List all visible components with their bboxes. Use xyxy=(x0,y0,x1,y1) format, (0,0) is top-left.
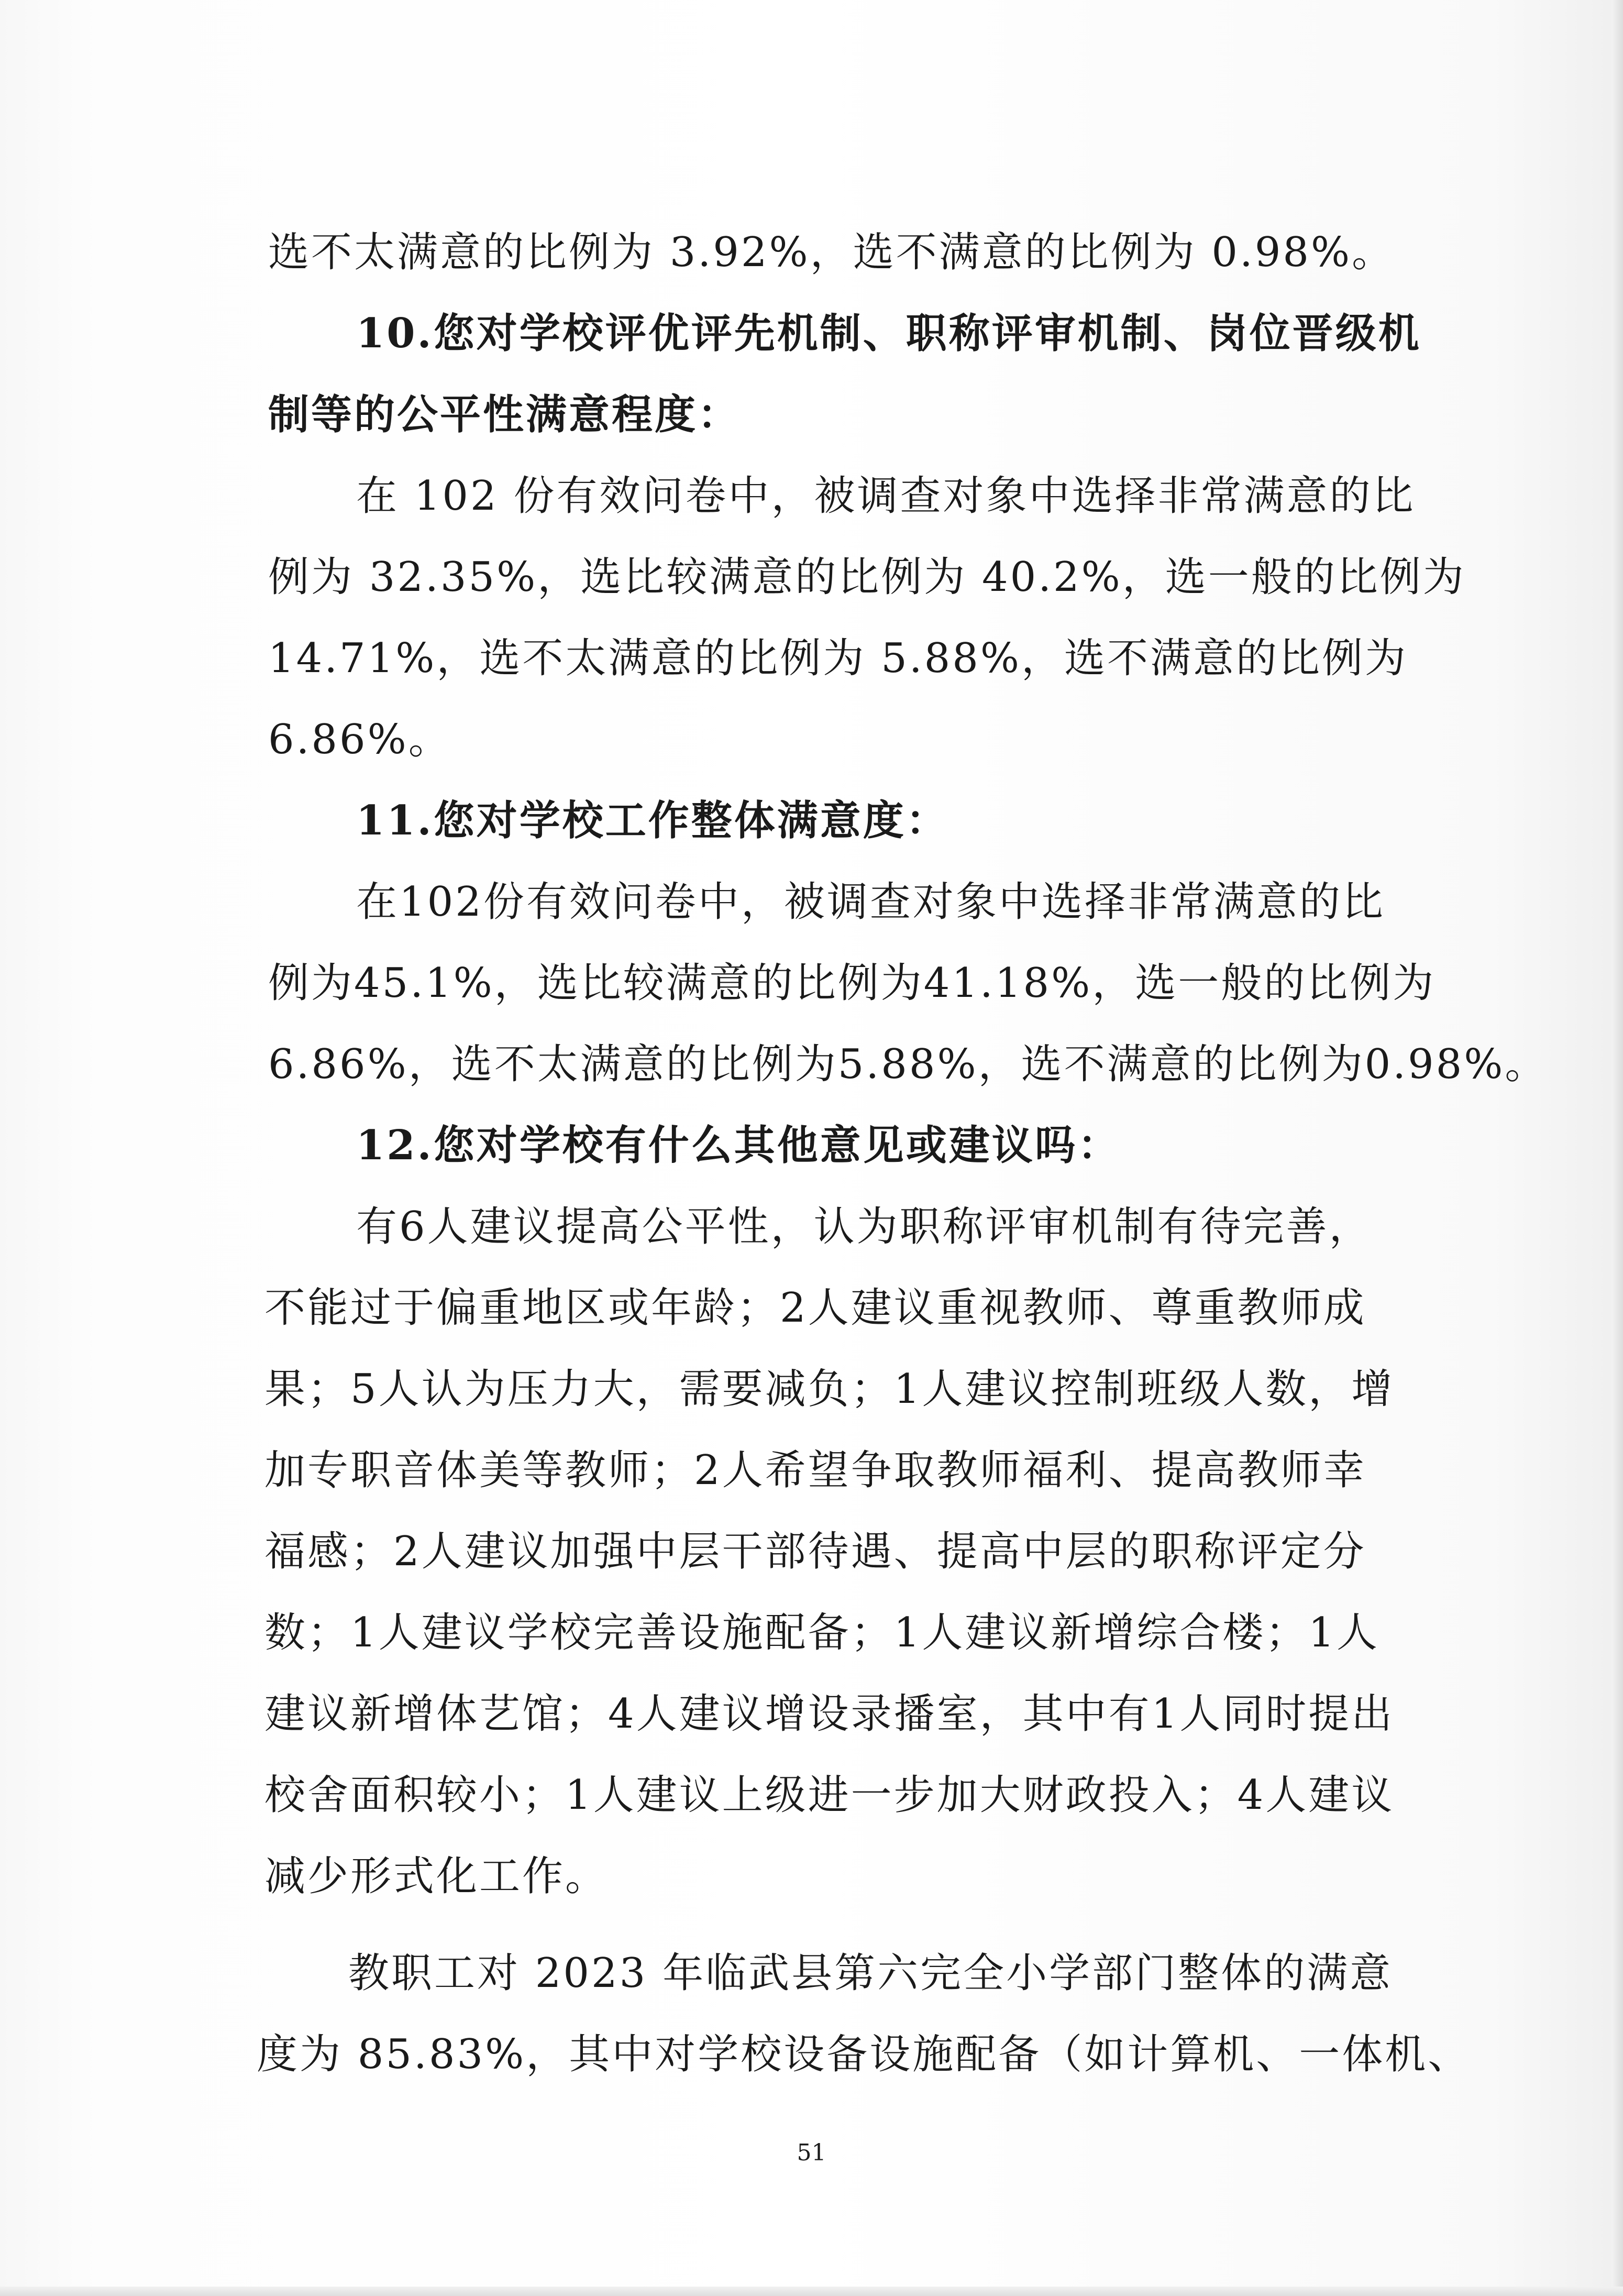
question-12-answer-line8: 校舍面积较小；1人建议上级进一步加大财政投入；4人建议 xyxy=(264,1772,1395,1819)
question-12-answer-line4: 加专职音体美等教师；2人希望争取教师福利、提高教师幸 xyxy=(264,1447,1366,1494)
question-12-answer-line3: 果；5人认为压力大，需要减负；1人建议控制班级人数，增 xyxy=(264,1366,1395,1413)
body-line-continuation: 选不太满意的比例为 3.92%，选不满意的比例为 0.98%。 xyxy=(268,229,1395,276)
question-10-heading-line2: 制等的公平性满意程度： xyxy=(268,391,741,438)
question-12-answer-line6: 数；1人建议学校完善设施配备；1人建议新增综合楼；1人 xyxy=(264,1609,1379,1656)
question-11-answer-line1: 在102份有效问卷中，被调查对象中选择非常满意的比 xyxy=(356,878,1385,926)
question-12-answer-line2: 不能过于偏重地区或年龄；2人建议重视教师、尊重教师成 xyxy=(264,1284,1366,1332)
question-12-answer-line1: 有6人建议提高公平性，认为职称评审机制有待完善， xyxy=(356,1203,1372,1250)
question-11-answer-line2: 例为45.1%，选比较满意的比例为41.18%，选一般的比例为 xyxy=(268,960,1436,1007)
question-10-answer-line1: 在 102 份有效问卷中，被调查对象中选择非常满意的比 xyxy=(356,473,1416,520)
question-12-heading: 12.您对学校有什么其他意见或建议吗： xyxy=(356,1122,1121,1169)
question-10-heading: 10.您对学校评优评先机制、职称评审机制、岗位晋级机 xyxy=(356,310,1421,357)
question-11-answer-line3: 6.86%，选不太满意的比例为5.88%，选不满意的比例为0.98%。 xyxy=(268,1041,1548,1088)
question-12-answer-line9: 减少形式化工作。 xyxy=(264,1853,609,1900)
question-10-answer-line2: 例为 32.35%，选比较满意的比例为 40.2%，选一般的比例为 xyxy=(268,554,1466,601)
page-number: 51 xyxy=(797,2139,826,2166)
scan-edge-bottom xyxy=(0,2287,1623,2296)
question-12-answer-line7: 建议新增体艺馆；4人建议增设录播室，其中有1人同时提出 xyxy=(264,1690,1395,1738)
question-10-answer-line3: 14.71%，选不太满意的比例为 5.88%，选不满意的比例为 xyxy=(268,635,1408,682)
summary-line2: 度为 85.83%，其中对学校设备设施配备（如计算机、一体机、 xyxy=(257,2031,1471,2078)
question-10-answer-line4: 6.86%。 xyxy=(268,716,451,763)
question-11-heading: 11.您对学校工作整体满意度： xyxy=(356,797,949,844)
question-12-answer-line5: 福感；2人建议加强中层干部待遇、提高中层的职称评定分 xyxy=(264,1528,1366,1575)
summary-line1: 教职工对 2023 年临武县第六完全小学部门整体的满意 xyxy=(348,1950,1393,1997)
